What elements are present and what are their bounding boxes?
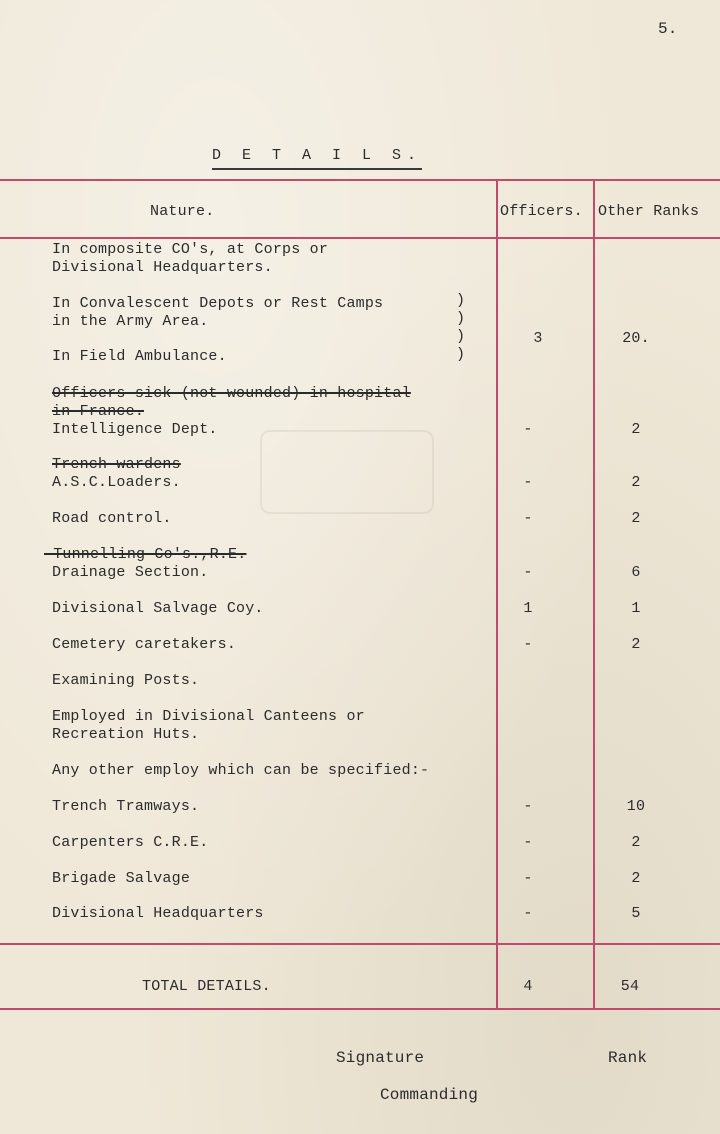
table-row-nature: Divisional Salvage Coy. — [52, 600, 264, 617]
table-row-other-ranks: 1 — [631, 600, 641, 617]
table-row-nature: Road control. — [52, 510, 172, 527]
officers-column-header: Officers. — [500, 203, 583, 220]
table-row-nature: Cemetery caretakers. — [52, 636, 237, 653]
table-row-nature: Intelligence Dept. — [52, 421, 218, 438]
table-row-other-ranks: 2 — [631, 870, 641, 887]
table-row-nature-struck: Officers-sick-(not-wounded)-in-hospital in France. — [52, 385, 411, 420]
table-row-officers: - — [523, 905, 533, 922]
table-row-officers: - — [523, 870, 533, 887]
table-row-nature: Drainage Section. — [52, 564, 209, 581]
table-row-nature: In Convalescent Depots or Rest Camps in the Army Area. — [52, 295, 384, 330]
table-row-nature: A.S.C.Loaders. — [52, 474, 181, 491]
page-title: D E T A I L S. — [212, 147, 422, 170]
table-bottom-rule — [0, 1008, 720, 1010]
table-row-officers: - — [523, 564, 533, 581]
faint-stamp-mark — [260, 430, 434, 514]
table-row-nature: Employed in Divisional Canteens or Recreation Huts. — [52, 708, 365, 743]
table-row-other-ranks: 10 — [626, 798, 646, 815]
table-row-other-ranks: 2 — [631, 510, 641, 527]
grouping-brace: ) ) ) ) — [456, 292, 466, 363]
table-row-nature: Carpenters C.R.E. — [52, 834, 209, 851]
total-other-ranks: 54 — [620, 978, 640, 995]
page-number: 5. — [658, 20, 678, 38]
table-row-other-ranks: 2 — [631, 474, 641, 491]
rank-label: Rank — [608, 1049, 648, 1067]
table-row-officers: 1 — [523, 600, 533, 617]
table-row-nature: In Field Ambulance. — [52, 348, 227, 365]
signature-label: Signature — [336, 1049, 425, 1067]
table-row-nature: Divisional Headquarters — [52, 905, 264, 922]
table-row-officers: 3 — [533, 330, 543, 347]
table-header-rule — [0, 237, 720, 239]
table-row-officers: - — [523, 834, 533, 851]
table-row-nature: Examining Posts. — [52, 672, 200, 689]
table-row-other-ranks: 5 — [631, 905, 641, 922]
table-row-officers: - — [523, 510, 533, 527]
nature-column-header: Nature. — [150, 203, 215, 220]
table-body-bottom-rule — [0, 943, 720, 945]
table-row-nature-struck: -Tunnelling-Co's.,R.E. — [44, 546, 247, 563]
commanding-label: Commanding — [380, 1086, 479, 1104]
other-ranks-column-header: Other Ranks — [598, 203, 700, 220]
table-row-nature: In composite CO's, at Corps or Divisional Headquarters. — [52, 241, 329, 276]
table-row-nature-struck: Trench-wardens — [52, 456, 181, 473]
table-row-officers: - — [523, 421, 533, 438]
table-row-other-ranks: 2 — [631, 636, 641, 653]
table-row-other-ranks: 2 — [631, 421, 641, 438]
total-officers: 4 — [523, 978, 533, 995]
table-row-other-ranks: 6 — [631, 564, 641, 581]
table-row-nature: Trench Tramways. — [52, 798, 200, 815]
table-top-rule — [0, 179, 720, 181]
table-row-other-ranks: 2 — [631, 834, 641, 851]
total-label: TOTAL DETAILS. — [142, 978, 271, 995]
table-row-nature: Any other employ which can be specified:- — [52, 762, 430, 779]
table-row-officers: - — [523, 798, 533, 815]
table-row-officers: - — [523, 474, 533, 491]
table-row-nature: Brigade Salvage — [52, 870, 191, 887]
table-row-officers: - — [523, 636, 533, 653]
table-row-other-ranks: 20. — [622, 330, 650, 347]
